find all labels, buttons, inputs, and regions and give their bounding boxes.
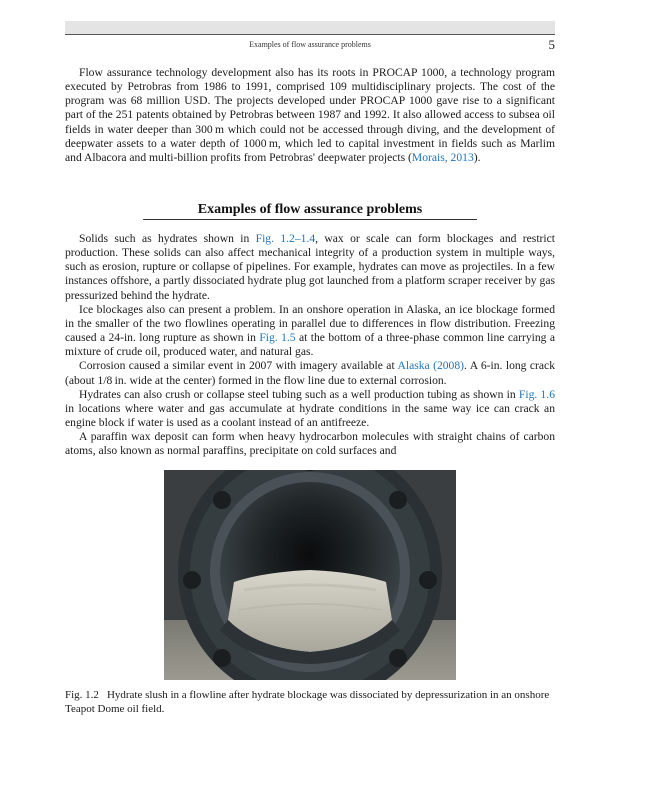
paragraph-solids: Solids such as hydrates shown in Fig. 1.2–1.4, wax or scale can form blockages and restrict production. These solids can also affect mechanical integrity of a production system in multiple ways, such as erosion, rupture or collapse of pipelines. For example, hydrates can move as projectiles. In a few instances offshore, a partly dissociated hydrate plug got launched from a platform scraper receiver by gas pressurized behind the hydrate.	[65, 232, 555, 302]
fig-1-2-link[interactable]: Fig. 1.2–1.4	[255, 232, 316, 245]
section-body	[65, 232, 555, 459]
paragraph-ice: Ice blockages also can present a problem. In an onshore operation in Alaska, an ice blockage formed in the smaller of the two flowlines operating in parallel due to differences in flow distribution. Freezing caused a 24-in. long rupture as shown in Fig. 1.5 at the bottom of a three-phase common line carrying a mixture of crude oil, produced water, and natural gas.	[65, 302, 555, 359]
intro-end: ).	[473, 150, 481, 164]
alaska-2008-link[interactable]: Alaska (2008)	[397, 359, 465, 373]
citation-morais-link[interactable]: Morais, 2013	[411, 150, 474, 164]
flowline-photo	[164, 470, 456, 680]
header-bar	[65, 21, 555, 34]
figure-label: Fig. 1.2	[65, 689, 99, 701]
intro-text: Flow assurance technology development also has its roots in PROCAP 1000, a technology program executed by Petrobras from 1986 to 1991, comprised 109 multidisciplinary projects. The cost of the program was 68 million USD. The projects developed under PROCAP 1000 gave rise to a significant part of the 251 patents obtained by Petrobras between 1987 and 1992. It also allowed access to subsea oil fields in water deeper than 300 m which could not be accessed through diving, and the development of deepwater assets to a water depth of 1000 m, which led to capital investment in fields such as Marlim and Albacora and multi-billion profits from Petrobras' deepwater projects (	[65, 66, 555, 164]
fig-1-5-link[interactable]: Fig. 1.5	[259, 331, 296, 345]
paragraph-paraffin: A paraffin wax deposit can form when heavy hydrocarbon molecules with straight chains of carbon atoms, also known as normal paraffins, precipitate on cold surfaces and	[65, 430, 555, 458]
section-title: Examples of flow assurance problems	[197, 202, 423, 217]
page-number: 5	[548, 37, 555, 52]
paragraph-hydrates: Hydrates can also crush or collapse steel tubing such as a well production tubing as shown in Fig. 1.6 in locations where water and gas accumulate at hydrate conditions in the same way ice can crack an engine block if water is used as a coolant instead of an antifreeze.	[65, 387, 555, 430]
section-rule	[143, 219, 477, 220]
running-head: Examples of flow assurance problems	[249, 40, 371, 49]
figure-caption	[65, 688, 555, 716]
header-rule	[65, 34, 555, 35]
figure-hydrate-slush	[164, 470, 456, 680]
fig-1-6-link[interactable]: Fig. 1.6	[518, 387, 555, 401]
figure-caption-text: Hydrate slush in a flowline after hydrate blockage was dissociated by depressurization in an onshore Teapot Dome oil field.	[65, 689, 550, 715]
intro-paragraph	[65, 66, 555, 165]
paragraph-corrosion: Corrosion caused a similar event in 2007 with imagery available at Alaska (2008). A 6-in. long crack (about 1/8 in. wide at the center) formed in the flow line due to external corrosion.	[65, 359, 556, 387]
